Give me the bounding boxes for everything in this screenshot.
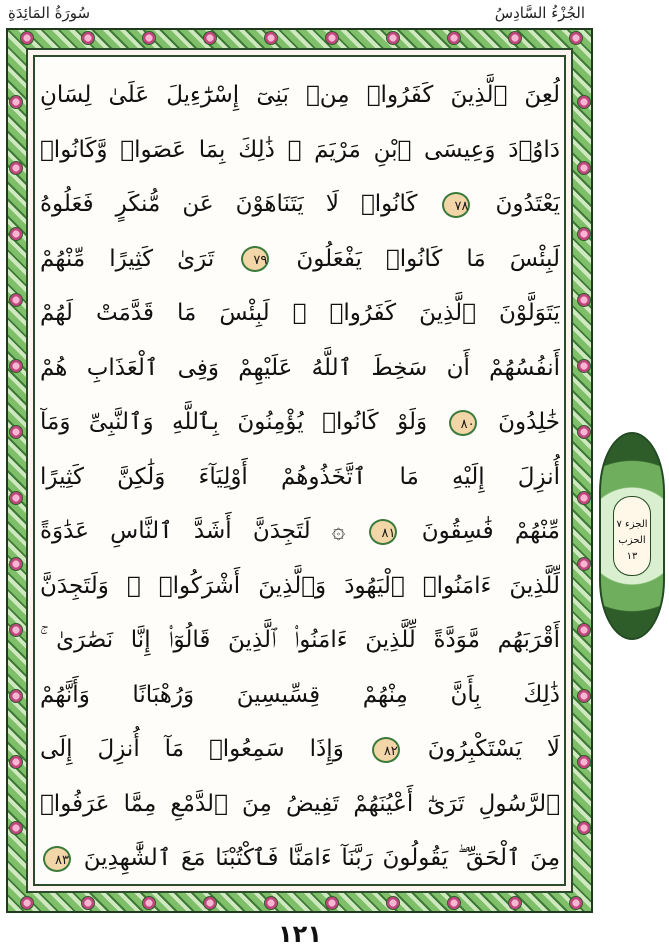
text-line — [40, 286, 560, 341]
verse-text: أَقْرَبَهُم مَّوَدَّةً لِّلَّذِينَ ءَامَنُوا۟ ٱلَّذِينَ قَالُوٓا۟ إِنَّا نَصَٰرَىٰ ۚ — [40, 627, 560, 653]
rose-ornament-icon — [203, 896, 217, 910]
rose-ornament-icon — [386, 31, 400, 45]
rose-ornament-icon — [447, 896, 461, 910]
rose-ornament-icon — [9, 623, 23, 637]
verse-text: كَانُوا۟ لَا يَتَنَاهَوْنَ عَن مُّنكَرٍ فَعَلُوهُ — [40, 191, 418, 217]
rose-ornament-icon — [508, 31, 522, 45]
rose-ornament-icon — [577, 755, 591, 769]
surah-header: سُورَةُ المَائِدَةِ — [8, 4, 91, 22]
rose-ornament-icon — [577, 359, 591, 373]
text-line — [40, 831, 560, 886]
rose-ornament-icon — [81, 31, 95, 45]
verse-text: تَرَىٰ كَثِيرًا مِّنْهُمْ — [40, 245, 215, 272]
rose-ornament-icon — [577, 161, 591, 175]
rose-ornament-icon — [325, 896, 339, 910]
rose-ornament-icon — [9, 755, 23, 769]
verse-text: لَبِئْسَ مَا كَانُوا۟ يَفْعَلُونَ — [296, 245, 560, 272]
text-line — [40, 504, 560, 559]
rose-ornament-icon — [447, 31, 461, 45]
text-line — [40, 777, 560, 832]
verse-text: وَلَوْ كَانُوا۟ يُؤْمِنُونَ بِٱللَّهِ وَٱلنَّبِىِّ وَمَآ — [40, 409, 428, 435]
ayah-number-marker: ٨٣ — [43, 846, 71, 872]
verse-text: مِّنْهُمْ فَٰسِقُونَ — [421, 518, 560, 544]
rose-ornament-icon — [577, 689, 591, 703]
rose-ornament-icon — [9, 821, 23, 835]
juz-hizb-medallion — [599, 432, 665, 640]
rose-ornament-icon — [577, 491, 591, 505]
rose-ornament-icon — [9, 293, 23, 307]
rose-ornament-icon — [9, 557, 23, 571]
verse-text: ٱلرَّسُولِ تَرَىٰٓ أَعْيُنَهُمْ تَفِيضُ مِنَ ٱلدَّمْعِ مِمَّا عَرَفُوا۟ — [40, 790, 560, 817]
text-line — [40, 450, 560, 505]
hizb-label: الحزب ١٣ — [618, 535, 646, 562]
text-line — [40, 395, 560, 450]
rose-ornament-icon — [508, 896, 522, 910]
text-line — [40, 559, 560, 614]
rose-ornament-icon — [264, 896, 278, 910]
rose-ornament-icon — [264, 31, 278, 45]
verse-text: ۞ لَتَجِدَنَّ أَشَدَّ ٱلنَّاسِ عَدَٰوَةً — [40, 518, 346, 544]
verse-text: يَعْتَدُونَ — [495, 191, 560, 217]
ayah-number-marker: ٨١ — [369, 519, 397, 545]
text-line — [40, 232, 560, 287]
verse-text: دَاوُۥدَ وَعِيسَى ٱبْنِ مَرْيَمَ ۚ ذَٰلِكَ بِمَا عَصَوا۟ وَّكَانُوا۟ — [40, 136, 560, 163]
rose-ornament-icon — [9, 227, 23, 241]
rose-ornament-icon — [577, 425, 591, 439]
text-line — [40, 177, 560, 232]
rose-ornament-icon — [569, 896, 583, 910]
rose-ornament-icon — [569, 31, 583, 45]
ayah-number-marker: ٧٨ — [442, 192, 470, 218]
verse-text: لِّلَّذِينَ ءَامَنُوا۟ ٱلْيَهُودَ وَٱلَّذِينَ أَشْرَكُوا۟ ۖ وَلَتَجِدَنَّ — [40, 572, 560, 599]
rose-ornament-icon — [325, 31, 339, 45]
rose-ornament-icon — [9, 491, 23, 505]
rose-ornament-icon — [9, 359, 23, 373]
rose-ornament-icon — [20, 896, 34, 910]
page-number: ١٢١ — [278, 920, 322, 948]
rose-ornament-icon — [203, 31, 217, 45]
rose-ornament-icon — [142, 31, 156, 45]
text-line — [40, 613, 560, 668]
verse-text: أُنزِلَ إِلَيْهِ مَا ٱتَّخَذُوهُمْ أَوْلِيَآءَ وَلَٰكِنَّ كَثِيرًا — [40, 463, 560, 490]
ayah-number-marker: ٨٢ — [372, 737, 400, 763]
text-line — [40, 668, 560, 723]
rose-ornament-icon — [577, 293, 591, 307]
quran-text-block — [40, 68, 560, 876]
rose-ornament-icon — [9, 161, 23, 175]
juz-label: الجزء ٧ — [616, 519, 648, 530]
text-line — [40, 722, 560, 777]
rose-ornament-icon — [9, 95, 23, 109]
verse-text: يَتَوَلَّوْنَ ٱلَّذِينَ كَفَرُوا۟ ۚ لَبِئْسَ مَا قَدَّمَتْ لَهُمْ — [40, 300, 560, 326]
rose-ornament-icon — [577, 227, 591, 241]
ayah-number-marker: ٨٠ — [449, 410, 477, 436]
medallion-label — [613, 496, 651, 576]
verse-text: أَنفُسُهُمْ أَن سَخِطَ ٱللَّهُ عَلَيْهِمْ وَفِى ٱلْعَذَابِ هُمْ — [40, 354, 560, 381]
text-line — [40, 341, 560, 396]
verse-text: وَإِذَا سَمِعُوا۟ مَآ أُنزِلَ إِلَى — [40, 736, 344, 762]
rose-ornament-icon — [81, 896, 95, 910]
rose-ornament-icon — [577, 623, 591, 637]
verse-text: لَا يَسْتَكْبِرُونَ — [427, 736, 560, 762]
rose-ornament-icon — [577, 95, 591, 109]
rose-ornament-icon — [577, 821, 591, 835]
rose-ornament-icon — [577, 557, 591, 571]
juz-header: الجُزْءُ السَّادِسُ — [494, 4, 585, 22]
text-line — [40, 123, 560, 178]
verse-text: مِنَ ٱلْحَقِّ ۖ يَقُولُونَ رَبَّنَآ ءَامَنَّا فَٱكْتُبْنَا مَعَ ٱلشَّٰهِدِينَ — [83, 845, 560, 871]
verse-text: خَٰلِدُونَ — [498, 409, 560, 435]
rose-ornament-icon — [386, 896, 400, 910]
rose-ornament-icon — [9, 689, 23, 703]
rose-ornament-icon — [9, 425, 23, 439]
verse-text: ذَٰلِكَ بِأَنَّ مِنْهُمْ قِسِّيسِينَ وَرُهْبَانًا وَأَنَّهُمْ — [40, 681, 560, 708]
ayah-number-marker: ٧٩ — [241, 246, 269, 272]
verse-text: لُعِنَ ٱلَّذِينَ كَفَرُوا۟ مِنۢ بَنِىٓ إِسْرَٰٓءِيلَ عَلَىٰ لِسَانِ — [40, 82, 560, 108]
rose-ornament-icon — [142, 896, 156, 910]
text-line — [40, 68, 560, 123]
rose-ornament-icon — [20, 31, 34, 45]
